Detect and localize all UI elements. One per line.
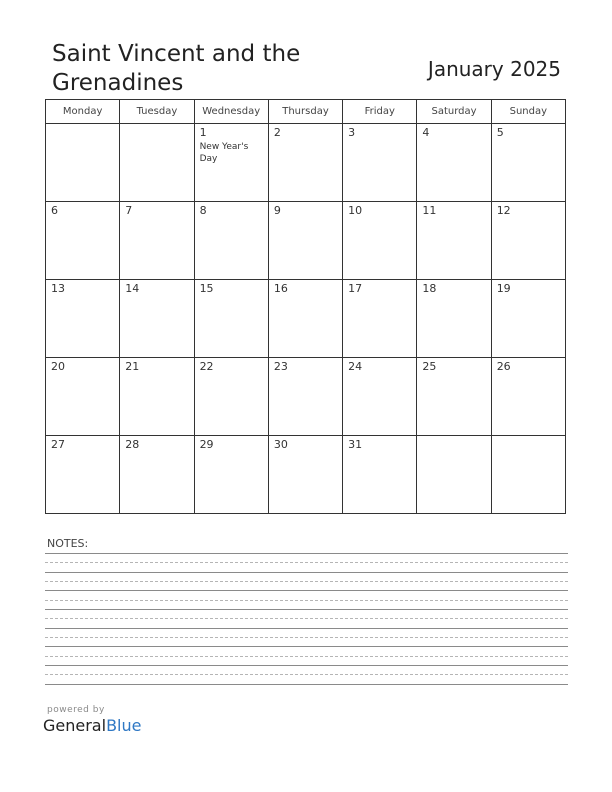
day-cell (343, 436, 417, 514)
notes-line[interactable] (45, 628, 568, 629)
day-number: 3 (348, 126, 356, 139)
day-cell (120, 280, 194, 358)
day-cell (46, 358, 120, 436)
country-title: Saint Vincent and the Grenadines (52, 41, 301, 96)
day-number: 2 (273, 126, 281, 139)
day-cell (343, 124, 417, 202)
day-cell (491, 358, 565, 436)
day-number: 5 (496, 126, 504, 139)
week-row (46, 280, 566, 358)
notes-line[interactable] (45, 572, 568, 573)
day-cell (343, 280, 417, 358)
weekday-header: Saturday (417, 100, 491, 124)
day-cell (417, 280, 491, 358)
notes-guide-line (45, 637, 568, 638)
day-cell (194, 202, 268, 280)
brand-general: General (43, 716, 107, 735)
day-cell (120, 436, 194, 514)
notes-guide-line (45, 618, 568, 619)
notes-guide-line (45, 600, 568, 601)
day-number: 7 (125, 204, 133, 217)
day-number: 17 (348, 282, 363, 295)
day-number: 30 (273, 438, 288, 451)
day-number: 12 (496, 204, 511, 217)
notes-line[interactable] (45, 684, 568, 685)
day-number: 26 (496, 360, 511, 373)
day-cell (194, 124, 268, 202)
day-cell (194, 436, 268, 514)
day-number: 31 (348, 438, 363, 451)
day-number: 13 (51, 282, 65, 295)
day-cell (268, 280, 342, 358)
day-number: 14 (125, 282, 140, 295)
day-number: 16 (273, 282, 288, 295)
weekday-header-row (46, 100, 566, 124)
day-number: 24 (348, 360, 363, 373)
day-number: 1 (199, 126, 207, 139)
weekday-header: Tuesday (120, 100, 194, 124)
week-row (46, 202, 566, 280)
day-number: 11 (422, 204, 437, 217)
day-number: 21 (125, 360, 140, 373)
day-cell (46, 280, 120, 358)
weekday-header: Friday (343, 100, 417, 124)
notes-label: NOTES: (47, 537, 89, 550)
day-cell (268, 436, 342, 514)
day-cell (194, 358, 268, 436)
day-number: 18 (422, 282, 437, 295)
holiday-label: New Year's Day (199, 142, 249, 164)
day-cell (194, 280, 268, 358)
week-row (46, 124, 566, 202)
weekday-header: Thursday (268, 100, 342, 124)
weekday-header: Sunday (491, 100, 565, 124)
day-number: 25 (422, 360, 437, 373)
day-cell (417, 358, 491, 436)
notes-guide-line (45, 656, 568, 657)
generalblue-logo[interactable] (43, 716, 141, 735)
day-cell (120, 358, 194, 436)
day-cell (46, 124, 120, 202)
day-cell (120, 124, 194, 202)
notes-line[interactable] (45, 590, 568, 591)
day-number: 6 (51, 204, 58, 217)
day-number: 23 (273, 360, 288, 373)
day-cell (343, 202, 417, 280)
notes-guide-line (45, 562, 568, 563)
notes-guide-line (45, 581, 568, 582)
day-number: 28 (125, 438, 140, 451)
day-number: 9 (273, 204, 281, 217)
day-cell (268, 124, 342, 202)
weekday-header: Monday (46, 100, 120, 124)
day-cell (46, 436, 120, 514)
day-cell (268, 202, 342, 280)
day-cell (417, 202, 491, 280)
day-cell (491, 280, 565, 358)
notes-line[interactable] (45, 665, 568, 666)
day-number: 15 (199, 282, 214, 295)
notes-guide-line (45, 674, 568, 675)
week-row (46, 358, 566, 436)
calendar-grid (45, 99, 566, 514)
weekday-header: Wednesday (194, 100, 268, 124)
week-row (46, 436, 566, 514)
powered-by-text: powered by (47, 705, 105, 715)
month-title: January 2025 (427, 57, 561, 81)
day-number: 4 (422, 126, 430, 139)
day-number: 10 (348, 204, 363, 217)
day-cell (491, 436, 565, 514)
brand-blue: Blue (106, 716, 142, 735)
day-cell (268, 358, 342, 436)
notes-line[interactable] (45, 553, 568, 554)
day-number: 22 (199, 360, 214, 373)
day-cell (491, 124, 565, 202)
day-cell (343, 358, 417, 436)
day-number: 27 (51, 438, 65, 451)
day-cell (46, 202, 120, 280)
day-number: 8 (199, 204, 207, 217)
day-number: 19 (496, 282, 511, 295)
day-cell (417, 436, 491, 514)
day-number: 29 (199, 438, 214, 451)
day-number: 20 (51, 360, 65, 373)
day-cell (417, 124, 491, 202)
notes-line[interactable] (45, 609, 568, 610)
notes-line[interactable] (45, 646, 568, 647)
day-cell (491, 202, 565, 280)
day-cell (120, 202, 194, 280)
